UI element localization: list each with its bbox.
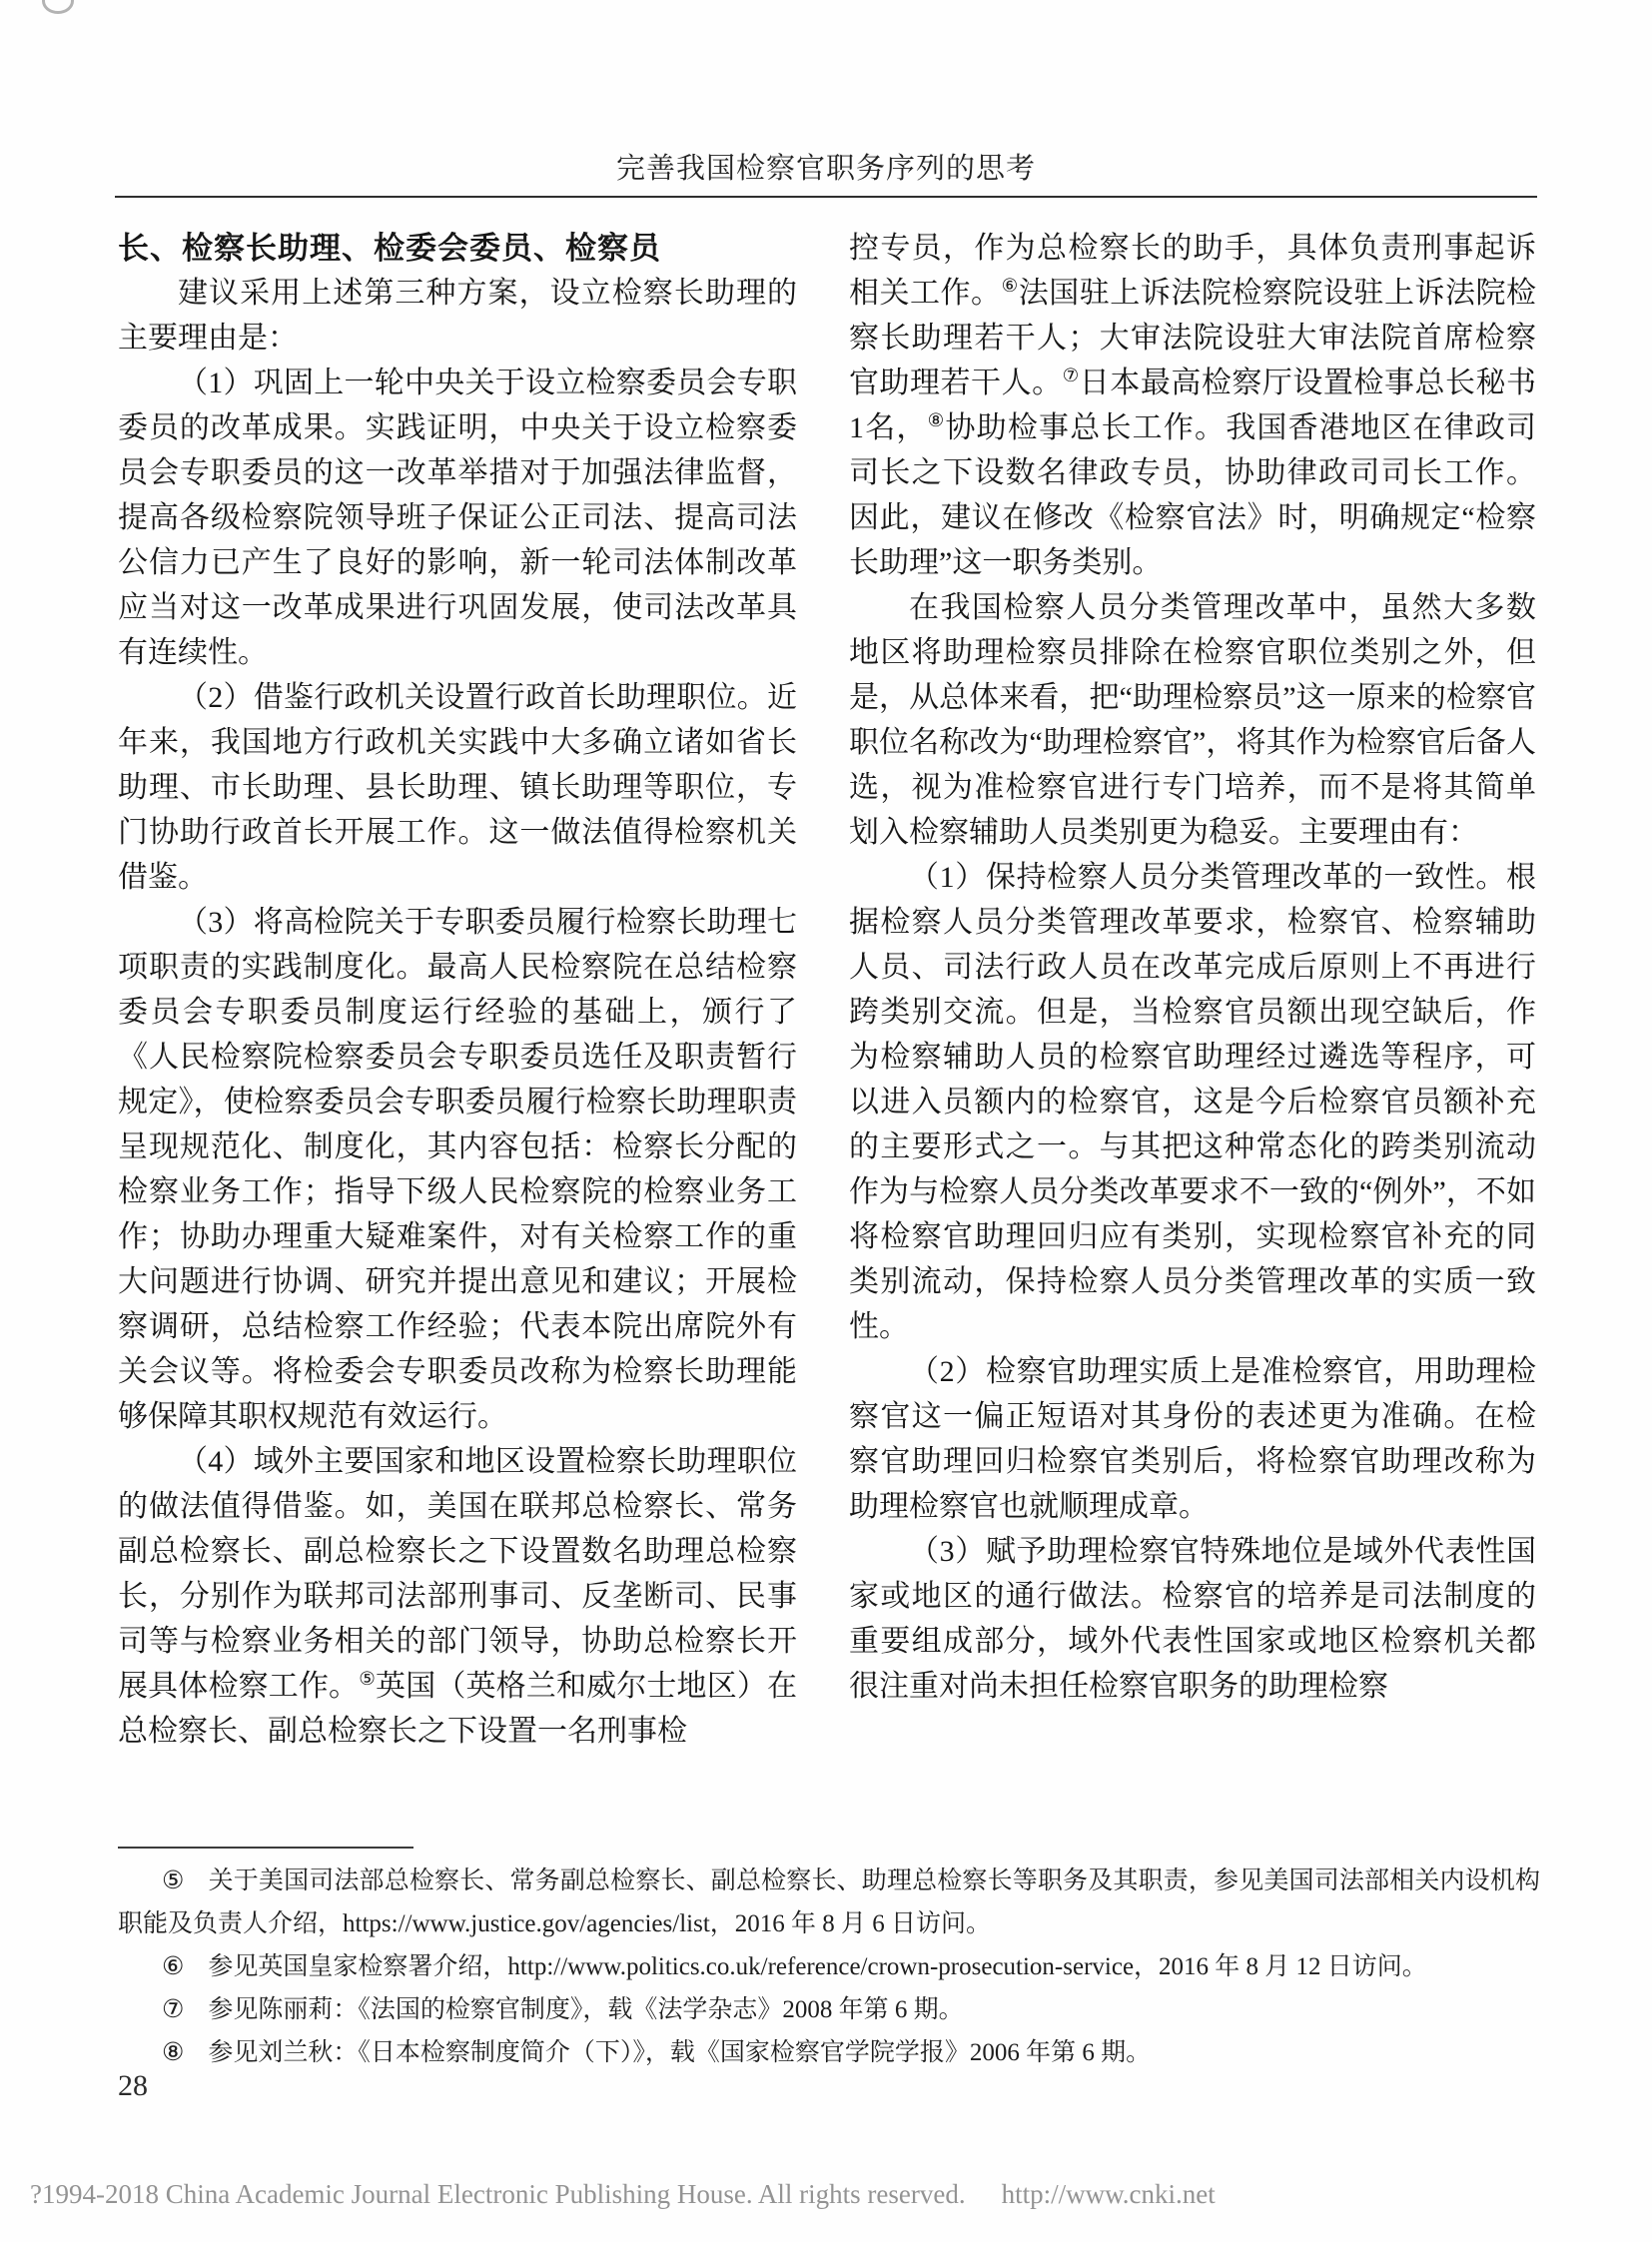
body-paragraph: （3）赋予助理检察官特殊地位是域外代表性国家或地区的通行做法。检察官的培养是司法制度的重要组成部分，域外代表性国家或地区检察机关都很注重对尚未担任检察官职务的助理检察	[849, 1535, 1536, 1703]
footnotes	[118, 1860, 1540, 2074]
footnote-text: 参见陈丽莉：《法国的检察官制度》，载《法学杂志》2008 年第 6 期。	[208, 1996, 964, 2023]
body-paragraph: （3）将高检院关于专职委员履行检察长助理七项职责的实践制度化。最高人民检察院在总结检察委员会专职委员制度运行经验的基础上，颁行了《人民检察院检察委员会专职委员选任及职责暂行规定》，使检察委员会专职委员履行检察长助理职责呈现规范化、制度化，其内容包括：检察长分配的检察业务工作；指导下级人民检察院的检察业务工作；协助办理重大疑难案件，对有关检察工作的重大问题进行协调、研究并提出意见和建议；开展检察调研，总结检察工作经验；代表本院出席院外有关会议等。将检委会专职委员改称为检察长助理能够保障其职权规范有效运行。	[118, 906, 797, 1433]
footer-url: http://www.cnki.net	[1001, 2179, 1216, 2209]
left-column	[118, 226, 797, 1754]
body-paragraph: 控专员，作为总检察长的助手，具体负责刑事起诉相关工作。⑥法国驻上诉法院检察院设驻上诉法院检察长助理若干人；大审法院设驻大审法院首席检察官助理若干人。⑦日本最高检察厅设置检事总长秘书1名，⑧协助检事总长工作。我国香港地区在律政司司长之下设数名律政专员，协助律政司司长工作。因此，建议在修改《检察官法》时，明确规定“检察长助理”这一职务类别。	[849, 232, 1537, 579]
body-paragraph: （4）域外主要国家和地区设置检察长助理职位的做法值得借鉴。如，美国在联邦总检察长、常务副总检察长、副总检察长之下设置数名助理总检察长，分别作为联邦司法部刑事司、反垄断司、民事司等与检察业务相关的部门领导，协助总检察长开展具体检察工作。⑤英国（英格兰和威尔士地区）在总检察长、副总检察长之下设置一名刑事检	[118, 1445, 798, 1748]
footnote	[118, 2031, 1540, 2074]
body-paragraph: （1）保持检察人员分类管理改革的一致性。根据检察人员分类管理改革要求，检察官、检察辅助人员、司法行政人员在改革完成后原则上不再进行跨类别交流。但是，当检察官员额出现空缺后，作为检察辅助人员的检察官助理经过遴选等程序，可以进入员额内的检察官，这是今后检察官员额补充的主要形式之一。与其把这种常态化的跨类别流动作为与检察人员分类改革要求不一致的“例外”，不如将检察官助理回归应有类别，实现检察官补充的同类别流动，保持检察人员分类管理改革的实质一致性。	[849, 861, 1536, 1343]
body-paragraph: 建议采用上述第三种方案，设立检察长助理的主要理由是：	[118, 277, 797, 355]
footer-copyright: ?1994-2018 China Academic Journal Electronic Publishing House. All rights reserved.	[30, 2179, 966, 2209]
header-rule	[115, 196, 1537, 198]
footnote-separator-rule	[118, 1847, 413, 1849]
page-number: 28	[118, 2069, 148, 2102]
section-heading: 长、检察长助理、检委会委员、检察员	[118, 231, 661, 266]
body-paragraph: 在我国检察人员分类管理改革中，虽然大多数地区将助理检察员排除在检察官职位类别之外，但是，从总体来看，把“助理检察员”这一原来的检察官职位名称改为“助理检察官”，将其作为检察官后备人选，视为准检察官进行专门培养，而不是将其简单划入检察辅助人员类别更为稳妥。主要理由有：	[849, 591, 1536, 849]
page-footer	[30, 2179, 1622, 2210]
running-head-title: 完善我国检察官职务序列的思考	[615, 153, 1036, 185]
footnote-text: 参见英国皇家检察署介绍，http://www.politics.co.uk/reference/crown-prosecution-service，2016 年 8 月 12 日访问。	[208, 1953, 1427, 1980]
body-paragraph: （2）借鉴行政机关设置行政首长助理职位。近年来，我国地方行政机关实践中大多确立诸如省长助理、市长助理、县长助理、镇长助理等职位，专门协助行政首长开展工作。这一做法值得检察机关借鉴。	[118, 681, 797, 894]
footnote	[118, 1988, 1540, 2031]
footnote	[118, 1945, 1540, 1988]
footnote-marker: ⑥	[162, 1953, 185, 1980]
scan-artifact	[42, 0, 74, 14]
footnote-marker: ⑤	[162, 1868, 185, 1894]
footnote-text: 参见刘兰秋：《日本检察制度简介（下）》，载《国家检察官学院学报》2006 年第 6 期。	[208, 2039, 1152, 2066]
body-paragraph: （2）检察官助理实质上是准检察官，用助理检察官这一偏正短语对其身份的表述更为准确。在检察官助理回归检察官类别后，将检察官助理改称为助理检察官也就顺理成章。	[849, 1355, 1536, 1523]
body-paragraph: （1）巩固上一轮中央关于设立检察委员会专职委员的改革成果。实践证明，中央关于设立检察委员会专职委员的这一改革举措对于加强法律监督，提高各级检察院领导班子保证公正司法、提高司法公信力已产生了良好的影响，新一轮司法体制改革应当对这一改革成果进行巩固发展，使司法改革具有连续性。	[118, 367, 797, 669]
footnote	[118, 1860, 1540, 1945]
footnote-text: 关于美国司法部总检察长、常务副总检察长、副总检察长、助理总检察长等职务及其职责，参见美国司法部相关内设机构职能及负责人介绍，https://www.justice.gov/agencies/list，2016 年 8 月 6 日访问。	[118, 1868, 1540, 1937]
footnote-marker: ⑦	[162, 1996, 185, 2023]
footnote-marker: ⑧	[162, 2039, 185, 2066]
right-column	[849, 226, 1536, 1709]
